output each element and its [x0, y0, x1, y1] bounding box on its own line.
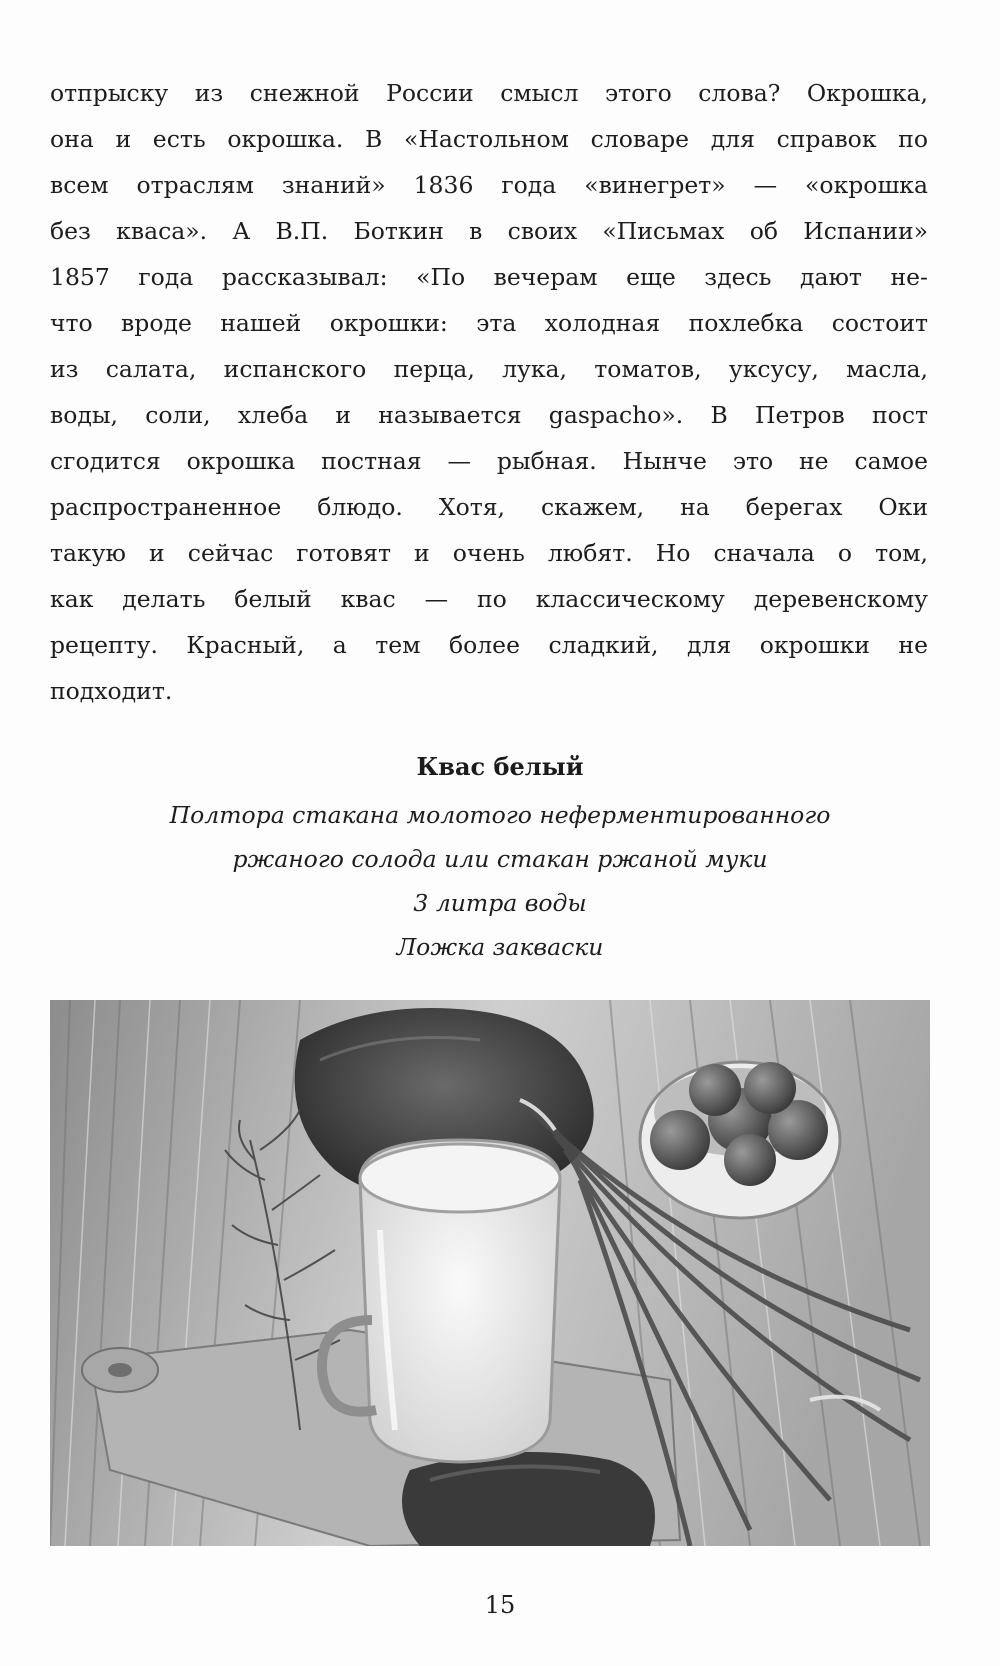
text-line: без кваса». А В.П. Боткин в своих «Письмах об Испании»: [50, 217, 928, 245]
text-line: из салата, испанского перца, лука, томатов, уксусу, масла,: [50, 355, 928, 383]
text-line: сгодится окрошка постная — рыбная. Нынче это не самое: [50, 447, 928, 475]
ingredient-item: Полтора стакана молотого неферментированного: [169, 801, 831, 829]
photo-illustration: [50, 1000, 930, 1546]
ingredient-item: Ложка закваски: [396, 933, 604, 961]
text-line: что вроде нашей окрошки: эта холодная похлебка состоит: [50, 309, 928, 337]
bowl-of-cherry-tomatoes: [640, 1062, 840, 1218]
text-line: 1857 года рассказывал: «По вечерам еще здесь дают не-: [50, 263, 928, 291]
text-line: распространенное блюдо. Хотя, скажем, на берегах Оки: [50, 493, 928, 521]
text-line: она и есть окрошка. В «Настольном словаре для справок по: [50, 125, 928, 153]
text-line: подходит.: [50, 677, 173, 705]
text-line: как делать белый квас — по классическому деревенскому: [50, 585, 928, 613]
page-number: 15: [484, 1591, 516, 1619]
ingredient-item: 3 литра воды: [413, 889, 587, 917]
text-line: воды, соли, хлеба и называется gaspacho». В Петров пост: [50, 401, 928, 429]
text-line: рецепту. Красный, а тем более сладкий, для окрошки не: [50, 631, 928, 659]
kvass-photo: [50, 1000, 930, 1546]
text-line: отпрыску из снежной России смысл этого слова? Окрошка,: [50, 79, 928, 107]
text-line: такую и сейчас готовят и очень любят. Но сначала о том,: [50, 539, 928, 567]
text-line: всем отраслям знаний» 1836 года «винегрет» — «окрошка: [50, 171, 928, 199]
ingredient-list: [0, 793, 1000, 969]
recipe-title: Квас белый: [416, 752, 584, 781]
rye-bread-slice: [402, 1452, 655, 1546]
ingredient-item: ржаного солода или стакан ржаной муки: [232, 845, 768, 873]
body-text: [50, 70, 928, 714]
